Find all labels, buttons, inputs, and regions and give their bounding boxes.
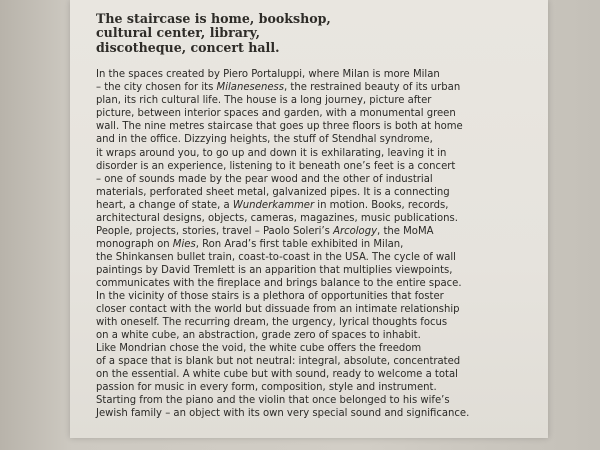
body-text-line	[96, 212, 542, 225]
text-run: with oneself. The recurring dream, the urgency, lyrical thoughts focus	[96, 317, 448, 329]
wall-text-panel	[70, 0, 548, 438]
heading-line: discotheque, concert hall.	[96, 39, 280, 55]
body-text-line	[96, 407, 542, 420]
text-run: picture, between interior spaces and garden, with a monumental green	[96, 108, 456, 120]
italic-run: Mies	[172, 238, 196, 250]
body-text-line	[96, 290, 542, 303]
body-text-line	[96, 394, 542, 407]
text-run: wall. The nine metres staircase that goes up three floors is both at home	[96, 121, 463, 133]
body-text-line	[96, 94, 542, 107]
body-text-line	[96, 199, 542, 212]
body-text-line	[96, 251, 542, 264]
italic-run: Milaneseness	[216, 82, 284, 94]
body-text-line	[96, 147, 542, 160]
text-run: , the MoMA	[377, 225, 434, 237]
body-text-line	[96, 225, 542, 238]
body-text-line	[96, 173, 542, 186]
text-run: materials, perforated sheet metal, galvanized pipes. It is a connecting	[96, 186, 450, 198]
body-text-line	[96, 355, 542, 368]
body-text-line	[96, 368, 542, 381]
text-run: disorder is an experience, listening to it beneath one’s feet is a concert	[96, 160, 456, 172]
body-text-line	[96, 316, 542, 329]
text-run: it wraps around you, to go up and down it is exhilarating, leaving it in	[96, 147, 447, 159]
heading-line: cultural center, library,	[96, 25, 261, 41]
body-text-line	[96, 186, 542, 199]
body-text-line	[96, 160, 542, 173]
body-text-line	[96, 120, 542, 133]
panel-heading	[96, 12, 548, 55]
text-run: paintings by David Tremlett is an apparition that multiplies viewpoints,	[96, 264, 453, 276]
body-text-line	[96, 329, 542, 342]
italic-run: Arcology	[333, 225, 378, 237]
text-run: of a space that is blank but not neutral: integral, absolute, concentrated	[96, 356, 461, 368]
text-run: In the vicinity of those stairs is a plethora of opportunities that foster	[96, 291, 444, 303]
text-run: architectural designs, objects, cameras, magazines, music publications.	[96, 212, 458, 224]
text-run: passion for music in every form, composition, style and instrument.	[96, 382, 437, 394]
text-run: Like Mondrian chose the void, the white cube offers the freedom	[96, 343, 422, 355]
body-text-line	[96, 303, 542, 316]
text-run: monograph on	[96, 238, 173, 250]
text-run: and in the office. Dizzying heights, the stuff of Stendhal syndrome,	[96, 134, 433, 146]
text-run: , the restrained beauty of its urban	[283, 82, 461, 94]
text-run: , Ron Arad’s first table exhibited in Milan,	[195, 238, 404, 250]
body-text-line	[96, 107, 542, 120]
text-run: closer contact with the world but dissuade from an intimate relationship	[96, 304, 460, 316]
text-run: In the spaces created by Piero Portaluppi, where Milan is more Milan	[96, 69, 440, 81]
text-run: in motion. Books, records,	[314, 199, 449, 211]
text-run: – the city chosen for its	[96, 82, 217, 94]
body-text-line	[96, 238, 542, 251]
text-run: communicates with the fireplace and brings balance to the entire space.	[96, 277, 462, 289]
body-text-line	[96, 381, 542, 394]
text-run: People, projects, stories, travel – Paolo Soleri’s	[96, 225, 334, 237]
heading-line: The staircase is home, bookshop,	[96, 11, 331, 26]
body-text-line	[96, 133, 542, 146]
text-run: on the essential. A white cube but with sound, ready to welcome a total	[96, 369, 458, 381]
text-run: plan, its rich cultural life. The house is a long journey, picture after	[96, 95, 432, 107]
text-run: the Shinkansen bullet train, coast-to-coast in the USA. The cycle of wall	[96, 251, 456, 263]
text-run: heart, a change of state, a	[96, 199, 233, 211]
text-run: – one of sounds made by the pear wood and the other of industrial	[96, 173, 433, 185]
body-text-line	[96, 81, 542, 94]
italic-run: Wunderkammer	[232, 199, 315, 211]
text-run: Starting from the piano and the violin that once belonged to his wife’s	[96, 395, 450, 407]
text-run: on a white cube, an abstraction, grade zero of spaces to inhabit.	[96, 330, 421, 342]
panel-body-text	[96, 68, 548, 420]
body-text-line	[96, 342, 542, 355]
body-text-line	[96, 68, 542, 81]
text-run: Jewish family – an object with its own very special sound and significance.	[96, 408, 470, 420]
body-text-line	[96, 277, 542, 290]
body-text-line	[96, 264, 542, 277]
